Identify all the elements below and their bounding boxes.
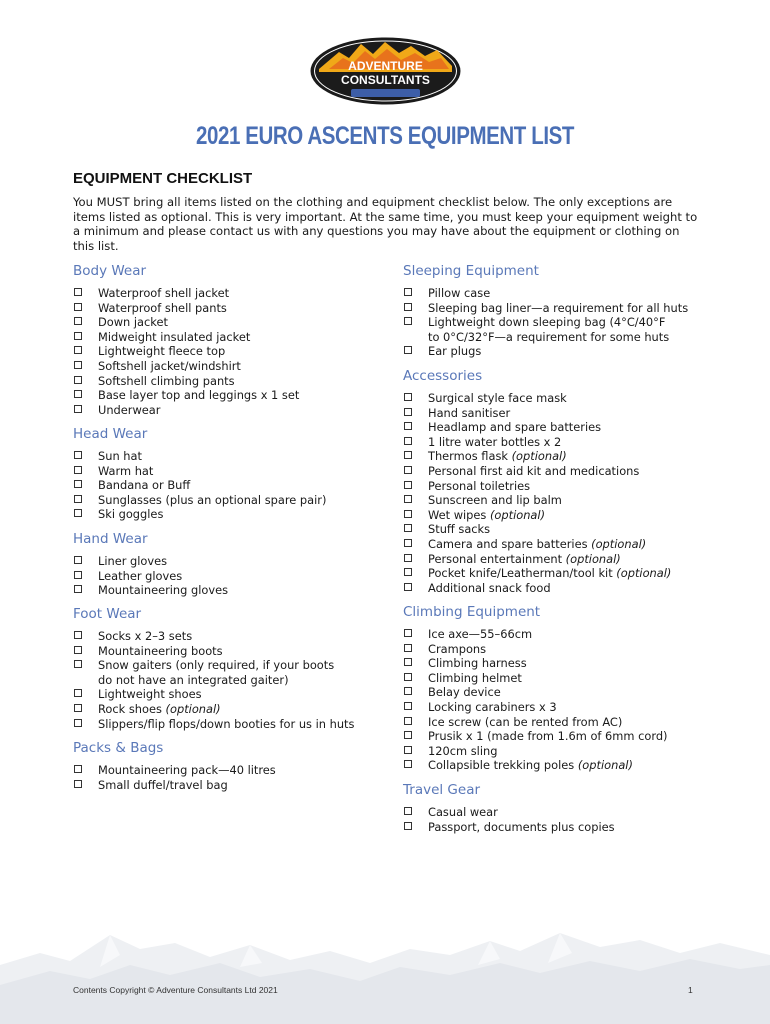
checkbox[interactable] (74, 556, 82, 564)
checkbox[interactable] (74, 765, 82, 773)
section-title-body-wear: Body Wear (73, 263, 147, 279)
checkbox[interactable] (404, 760, 412, 768)
intro-paragraph: You MUST bring all items listed on the clothing and equipment checklist below. The only exceptions are items listed as optional. This is very important. At the same time, you must keep your equipment weight to a minimum and please contact us with any questions you may have about the equipment or clothing on this list. (73, 195, 698, 254)
checkbox[interactable] (404, 717, 412, 725)
logo-line1: ADVENTURE (348, 59, 423, 73)
checkbox[interactable] (74, 704, 82, 712)
checkbox[interactable] (404, 568, 412, 576)
checkbox[interactable] (404, 554, 412, 562)
checkbox[interactable] (74, 317, 82, 325)
section-title-sleeping-equipment: Sleeping Equipment (403, 263, 539, 279)
checkbox[interactable] (74, 390, 82, 398)
page-title: 2021 EURO ASCENTS EQUIPMENT LIST (196, 122, 574, 150)
section-title-packs-bags: Packs & Bags (73, 740, 164, 756)
checkbox[interactable] (74, 689, 82, 697)
section-title-accessories: Accessories (403, 368, 483, 384)
checkbox[interactable] (404, 731, 412, 739)
adventure-consultants-logo (309, 36, 462, 106)
checkbox[interactable] (74, 631, 82, 639)
section-title-travel-gear: Travel Gear (403, 782, 481, 798)
checkbox[interactable] (404, 303, 412, 311)
checkbox[interactable] (74, 332, 82, 340)
checkbox[interactable] (404, 317, 412, 325)
checkbox[interactable] (404, 687, 412, 695)
checkbox[interactable] (74, 405, 82, 413)
section-title-climbing-equipment: Climbing Equipment (403, 604, 541, 620)
checkbox[interactable] (404, 807, 412, 815)
footer-copyright: Contents Copyright © Adventure Consultants Ltd 2021 (73, 985, 278, 995)
checkbox[interactable] (74, 361, 82, 369)
page-number: 1 (688, 985, 693, 995)
checkbox[interactable] (404, 510, 412, 518)
checkbox[interactable] (74, 466, 82, 474)
checkbox[interactable] (404, 495, 412, 503)
mountain-footer-graphic (0, 905, 770, 1024)
checkbox[interactable] (74, 303, 82, 311)
checkbox[interactable] (74, 346, 82, 354)
checklist-item-continuation: to 0°C/32°F—a requirement for some huts (428, 329, 670, 344)
checkbox[interactable] (404, 346, 412, 354)
section-title-hand-wear: Hand Wear (73, 531, 148, 547)
checkbox[interactable] (74, 660, 82, 668)
checkbox[interactable] (404, 451, 412, 459)
checkbox[interactable] (404, 393, 412, 401)
checkbox[interactable] (404, 644, 412, 652)
checkbox[interactable] (404, 822, 412, 830)
checkbox[interactable] (74, 495, 82, 503)
checkbox[interactable] (404, 481, 412, 489)
checkbox[interactable] (74, 585, 82, 593)
checkbox[interactable] (404, 673, 412, 681)
checkbox[interactable] (74, 571, 82, 579)
checkbox[interactable] (404, 746, 412, 754)
checklist-heading: EQUIPMENT CHECKLIST (73, 170, 253, 187)
section-title-foot-wear: Foot Wear (73, 606, 142, 622)
checkbox[interactable] (74, 480, 82, 488)
checkbox[interactable] (404, 658, 412, 666)
checkbox[interactable] (404, 422, 412, 430)
checkbox[interactable] (74, 719, 82, 727)
checkbox[interactable] (74, 646, 82, 654)
checkbox[interactable] (74, 451, 82, 459)
checklist-item-continuation: do not have an integrated gaiter) (98, 672, 289, 687)
logo-line2: CONSULTANTS (341, 73, 430, 87)
checkbox[interactable] (404, 437, 412, 445)
checkbox[interactable] (74, 288, 82, 296)
checkbox[interactable] (404, 466, 412, 474)
section-title-head-wear: Head Wear (73, 426, 148, 442)
checkbox[interactable] (404, 539, 412, 547)
checkbox[interactable] (74, 780, 82, 788)
checkbox[interactable] (404, 702, 412, 710)
checkbox[interactable] (404, 524, 412, 532)
checkbox[interactable] (74, 509, 82, 517)
checkbox[interactable] (404, 408, 412, 416)
checkbox[interactable] (404, 583, 412, 591)
checkbox[interactable] (404, 288, 412, 296)
checkbox[interactable] (74, 376, 82, 384)
checkbox[interactable] (404, 629, 412, 637)
